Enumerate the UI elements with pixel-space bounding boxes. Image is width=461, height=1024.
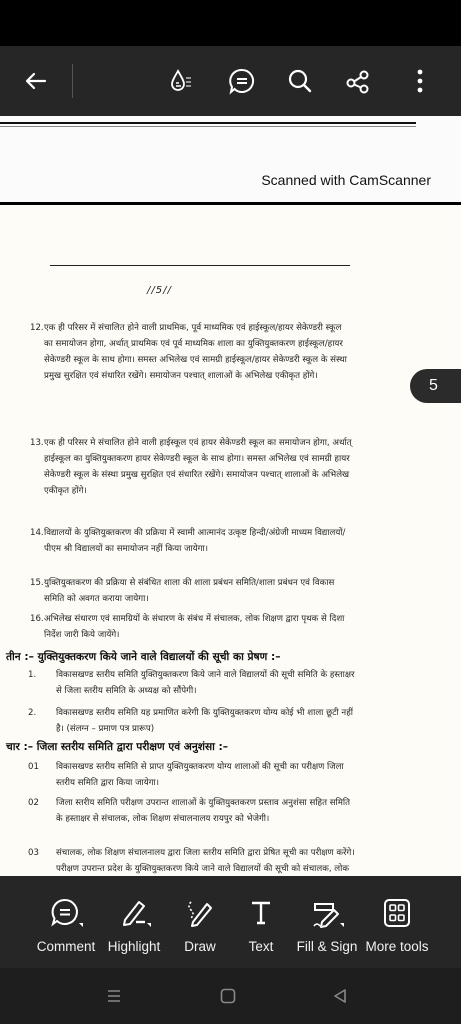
top-toolbar xyxy=(0,46,461,116)
scan-rule xyxy=(50,265,350,266)
comment-toolbar-button[interactable] xyxy=(218,46,266,116)
more-tools-button[interactable] xyxy=(364,876,430,968)
list-item xyxy=(28,667,358,701)
item-number: 01 xyxy=(28,762,39,772)
text-icon xyxy=(244,896,278,930)
status-bar xyxy=(0,0,461,46)
highlight-tool[interactable] xyxy=(102,876,166,968)
back-button[interactable] xyxy=(12,46,60,116)
text-tool-label: Text xyxy=(248,939,274,954)
item-text: विद्यालयों के युक्तियुक्तकरण की प्रक्रिया में स्वामी आत्मानंद उत्कृष्ट हिन्दी/अंग्रेजी माध्यम विद्यालयों/पीएम श्री विद्यालयों का समायोजन नहीं किया जायेगा। xyxy=(44,528,346,554)
list-item xyxy=(30,435,352,517)
list-item xyxy=(30,575,352,609)
text-tool[interactable] xyxy=(234,876,288,968)
item-number: 12. xyxy=(30,323,44,333)
search-icon xyxy=(286,67,314,95)
draw-tool-label: Draw xyxy=(184,939,216,954)
system-back-button[interactable] xyxy=(318,980,362,1012)
scanned-page xyxy=(0,205,461,876)
scan-rule xyxy=(0,126,416,127)
fill-sign-tool-label: Fill & Sign xyxy=(296,939,358,954)
item-number: 1. xyxy=(28,670,37,680)
search-button[interactable] xyxy=(276,46,324,116)
arrow-left-icon xyxy=(23,68,49,94)
comment-icon xyxy=(49,896,83,930)
highlight-icon xyxy=(117,896,151,930)
item-text: संचालक, लोक शिक्षण संचालनालय द्वारा जिला स्तरीय समिति द्वारा प्रेषित सूची का परीक्षण करेंगे। परीक्षण उपरान्त प्रदेश के युक्तियुक्तकरण किये जाने वाले विद्यालयों की सूची को संचालक, लोक xyxy=(56,848,355,874)
more-vertical-icon xyxy=(415,67,425,95)
scan-rule xyxy=(0,122,416,124)
document-view[interactable] xyxy=(0,116,461,876)
read-aloud-icon xyxy=(165,66,195,96)
item-text: एक ही परिसर में संचालित होने वाली प्राथमिक, पूर्व माध्यमिक एवं हाईस्कूल/हायर सेकेण्डरी स्कूल का समायोजन होगा, अर्थात् प्राथमिक एवं पूर्व माध्यमिक शाला का युक्तियुक्तकरण हाईस्कूल/हायर सेकेण्डरी स्कूल के साथ होगा। समस्त अभिलेख एवं सामग्री हाईस्कूल/हायर सेकेण्डरी स्कूल के संस्था प्रमुख सुरक्षित एवं संधारित रखेंगे। समायोजन पश्चात् शालाओं के अभिलेख एकीकृत होंगे। xyxy=(44,323,347,381)
section-heading: चार :– जिला स्तरीय समिति द्वारा परीक्षण एवं अनुशंसा :– xyxy=(6,741,229,753)
document-page-number: //5// xyxy=(147,285,172,296)
item-number: 15. xyxy=(30,578,44,588)
share-icon xyxy=(344,67,372,95)
page-number-badge: 5 xyxy=(410,369,461,403)
item-number: 2. xyxy=(28,708,37,718)
section-heading: तीन :– युक्तियुक्तकरण किये जाने वाले विद्यालयों की सूची का प्रेषण :– xyxy=(6,651,281,663)
item-number: 16. xyxy=(30,614,44,624)
list-item xyxy=(28,705,358,739)
item-text: युक्तियुक्तकरण की प्रक्रिया से संबंधित शाला की शाला प्रबंधन समिति/शाला प्रबंधन एवं विकास समिति को अवगत कराया जायेगा। xyxy=(44,578,335,604)
fill-sign-icon xyxy=(310,896,344,930)
more-options-button[interactable] xyxy=(396,46,444,116)
recents-icon xyxy=(104,986,124,1006)
home-icon xyxy=(218,986,238,1006)
more-tools-label: More tools xyxy=(365,939,429,954)
toolbar-divider xyxy=(72,64,73,98)
fill-sign-tool[interactable] xyxy=(292,876,362,968)
item-number: 03 xyxy=(28,848,39,858)
list-item xyxy=(30,320,352,430)
item-text: अभिलेख संधारण एवं सामग्रियों के संधारण के संबंध में संचालक, लोक शिक्षण द्वारा पृथक से दिशा निर्देश जारी किये जायेंगे। xyxy=(44,614,345,640)
bottom-toolbar xyxy=(0,876,461,968)
item-text: विकासखण्ड स्तरीय समिति से प्राप्त युक्तियुक्तकरण योग्य शालाओं की सूची का परीक्षण जिला स्तरीय समिति द्वारा किया जायेगा। xyxy=(56,762,344,788)
item-number: 02 xyxy=(28,798,39,808)
read-aloud-button[interactable] xyxy=(156,46,204,116)
highlight-tool-label: Highlight xyxy=(107,939,161,954)
home-button[interactable] xyxy=(206,980,250,1012)
item-number: 14. xyxy=(30,528,44,538)
share-button[interactable] xyxy=(334,46,382,116)
system-nav-bar xyxy=(0,968,461,1024)
item-text: जिला स्तरीय समिति परीक्षण उपरान्त शालाओं के युक्तियुक्तकरण प्रस्ताव अनुशंसा सहित समिति के हस्ताक्षर से संचालक, लोक शिक्षण संचालनालय रायपुर को भेजेगी। xyxy=(56,798,351,824)
item-text: विकासखण्ड स्तरीय समिति यह प्रमाणित करेगी कि युक्तियुक्तकरण योग्य कोई भी शाला छूटी नहीं है। (संलग्न – प्रमाण पत्र प्रारूप) xyxy=(56,708,353,734)
item-number: 13. xyxy=(30,438,44,448)
camscanner-watermark: Scanned with CamScanner xyxy=(261,172,431,188)
list-item xyxy=(30,611,352,645)
comment-tool[interactable] xyxy=(30,876,102,968)
back-triangle-icon xyxy=(330,986,350,1006)
list-item xyxy=(28,759,358,793)
list-item xyxy=(30,525,352,575)
recents-button[interactable] xyxy=(92,980,136,1012)
draw-icon xyxy=(183,896,217,930)
list-item xyxy=(28,795,358,845)
item-text: विकासखण्ड स्तरीय समिति युक्तियुक्तकरण किये जाने वाले विद्यालयों की सूची समिति के हस्ताक्षर से जिला स्तरीय समिति के अध्यक्ष को सौंपेगी। xyxy=(56,670,355,696)
previous-page-bottom xyxy=(0,116,461,206)
draw-tool[interactable] xyxy=(170,876,230,968)
comment-tool-label: Comment xyxy=(36,939,96,954)
item-text: एक ही परिसर मे संचालित होने वाली हाईस्कूल एवं हायर सेकेण्डरी स्कूल का समायोजन होगा, अर्थात् हाईस्कूल का युक्तियुक्तकरण हायर सेकेण्डरी स्कूल के साथ होगा। समस्त अभिलेख एवं सामग्री हायर सेकेण्डरी स्कूल के संस्था प्रमुख सुरक्षित एवं संधारित रखेंगे। समायोजन पश्चात् शालाओं के अभिलेख एकीकृत होंगे। xyxy=(44,438,352,496)
more-tools-icon xyxy=(380,896,414,930)
comment-icon xyxy=(227,66,257,96)
